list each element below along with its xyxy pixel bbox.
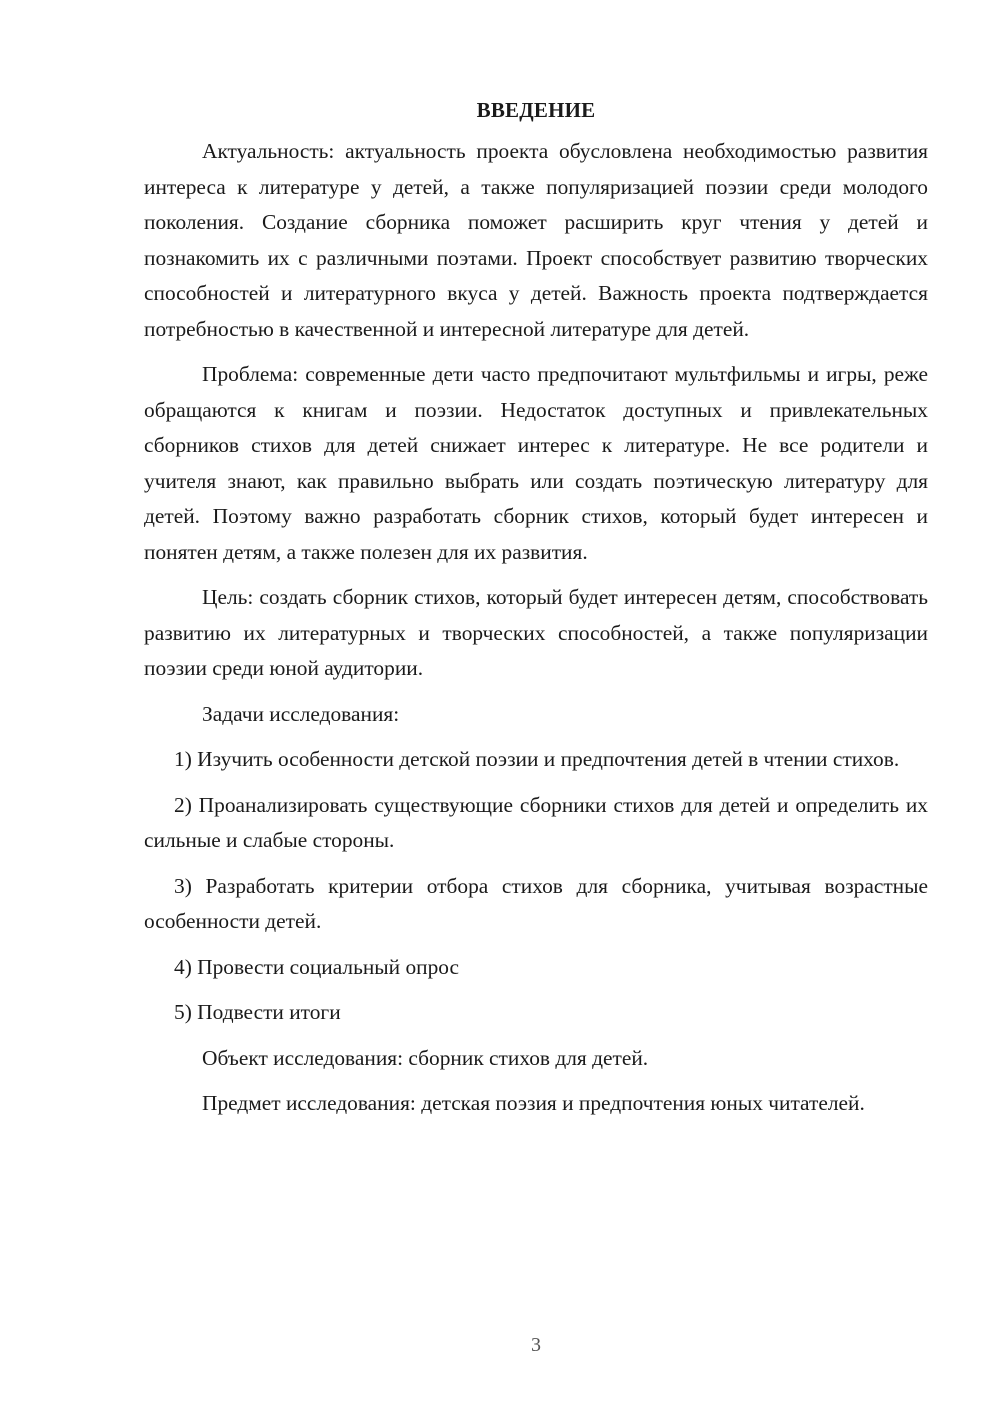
page-heading: ВВЕДЕНИЕ: [476, 98, 596, 122]
relevance-paragraph: Актуальность: актуальность проекта обусловлена необходимостью развития интереса к литературе у детей, а также популяризацией поэзии среди молодого поколения. Создание сборника поможет расширить круг чтения у детей и познакомить их с различными поэтами. Проект способствует развитию творческих способностей и литературного вкуса у детей. Важность проекта подтверждается потребностью в качественной и интересной литературе для детей.: [144, 139, 928, 341]
page-body: [144, 92, 928, 1132]
task-item: 3) Разработать критерии отбора стихов для сборника, учитывая возрастные особенности детей.: [144, 873, 928, 933]
task-item: 4) Провести социальный опрос: [174, 954, 460, 979]
object-paragraph: Объект исследования: сборник стихов для детей.: [202, 1045, 649, 1070]
page-number: 3: [531, 1334, 541, 1356]
subject-paragraph: Предмет исследования: детская поэзия и предпочтения юных читателей.: [202, 1091, 865, 1115]
task-item: 1) Изучить особенности детской поэзии и предпочтения детей в чтении стихов.: [174, 747, 900, 771]
task-item: 5) Подвести итоги: [174, 1000, 341, 1024]
problem-paragraph: Проблема: современные дети часто предпочитают мультфильмы и игры, реже обращаются к книгам и поэзии. Недостаток доступных и привлекательных сборников стихов для детей снижает интерес к литературе. Не все родители и учителя знают, как правильно выбрать или создать поэтическую литературу для детей. Поэтому важно разработать сборник стихов, который будет интересен и понятен детям, а также полезен для их развития.: [144, 362, 928, 564]
task-item: 2) Проанализировать существующие сборники стихов для детей и определить их сильные и слабые стороны.: [144, 792, 928, 852]
goal-paragraph: Цель: создать сборник стихов, который будет интересен детям, способствовать развитию их литературных и творческих способностей, а также популяризации поэзии среди юной аудитории.: [144, 585, 928, 680]
tasks-heading: Задачи исследования:: [202, 701, 400, 726]
